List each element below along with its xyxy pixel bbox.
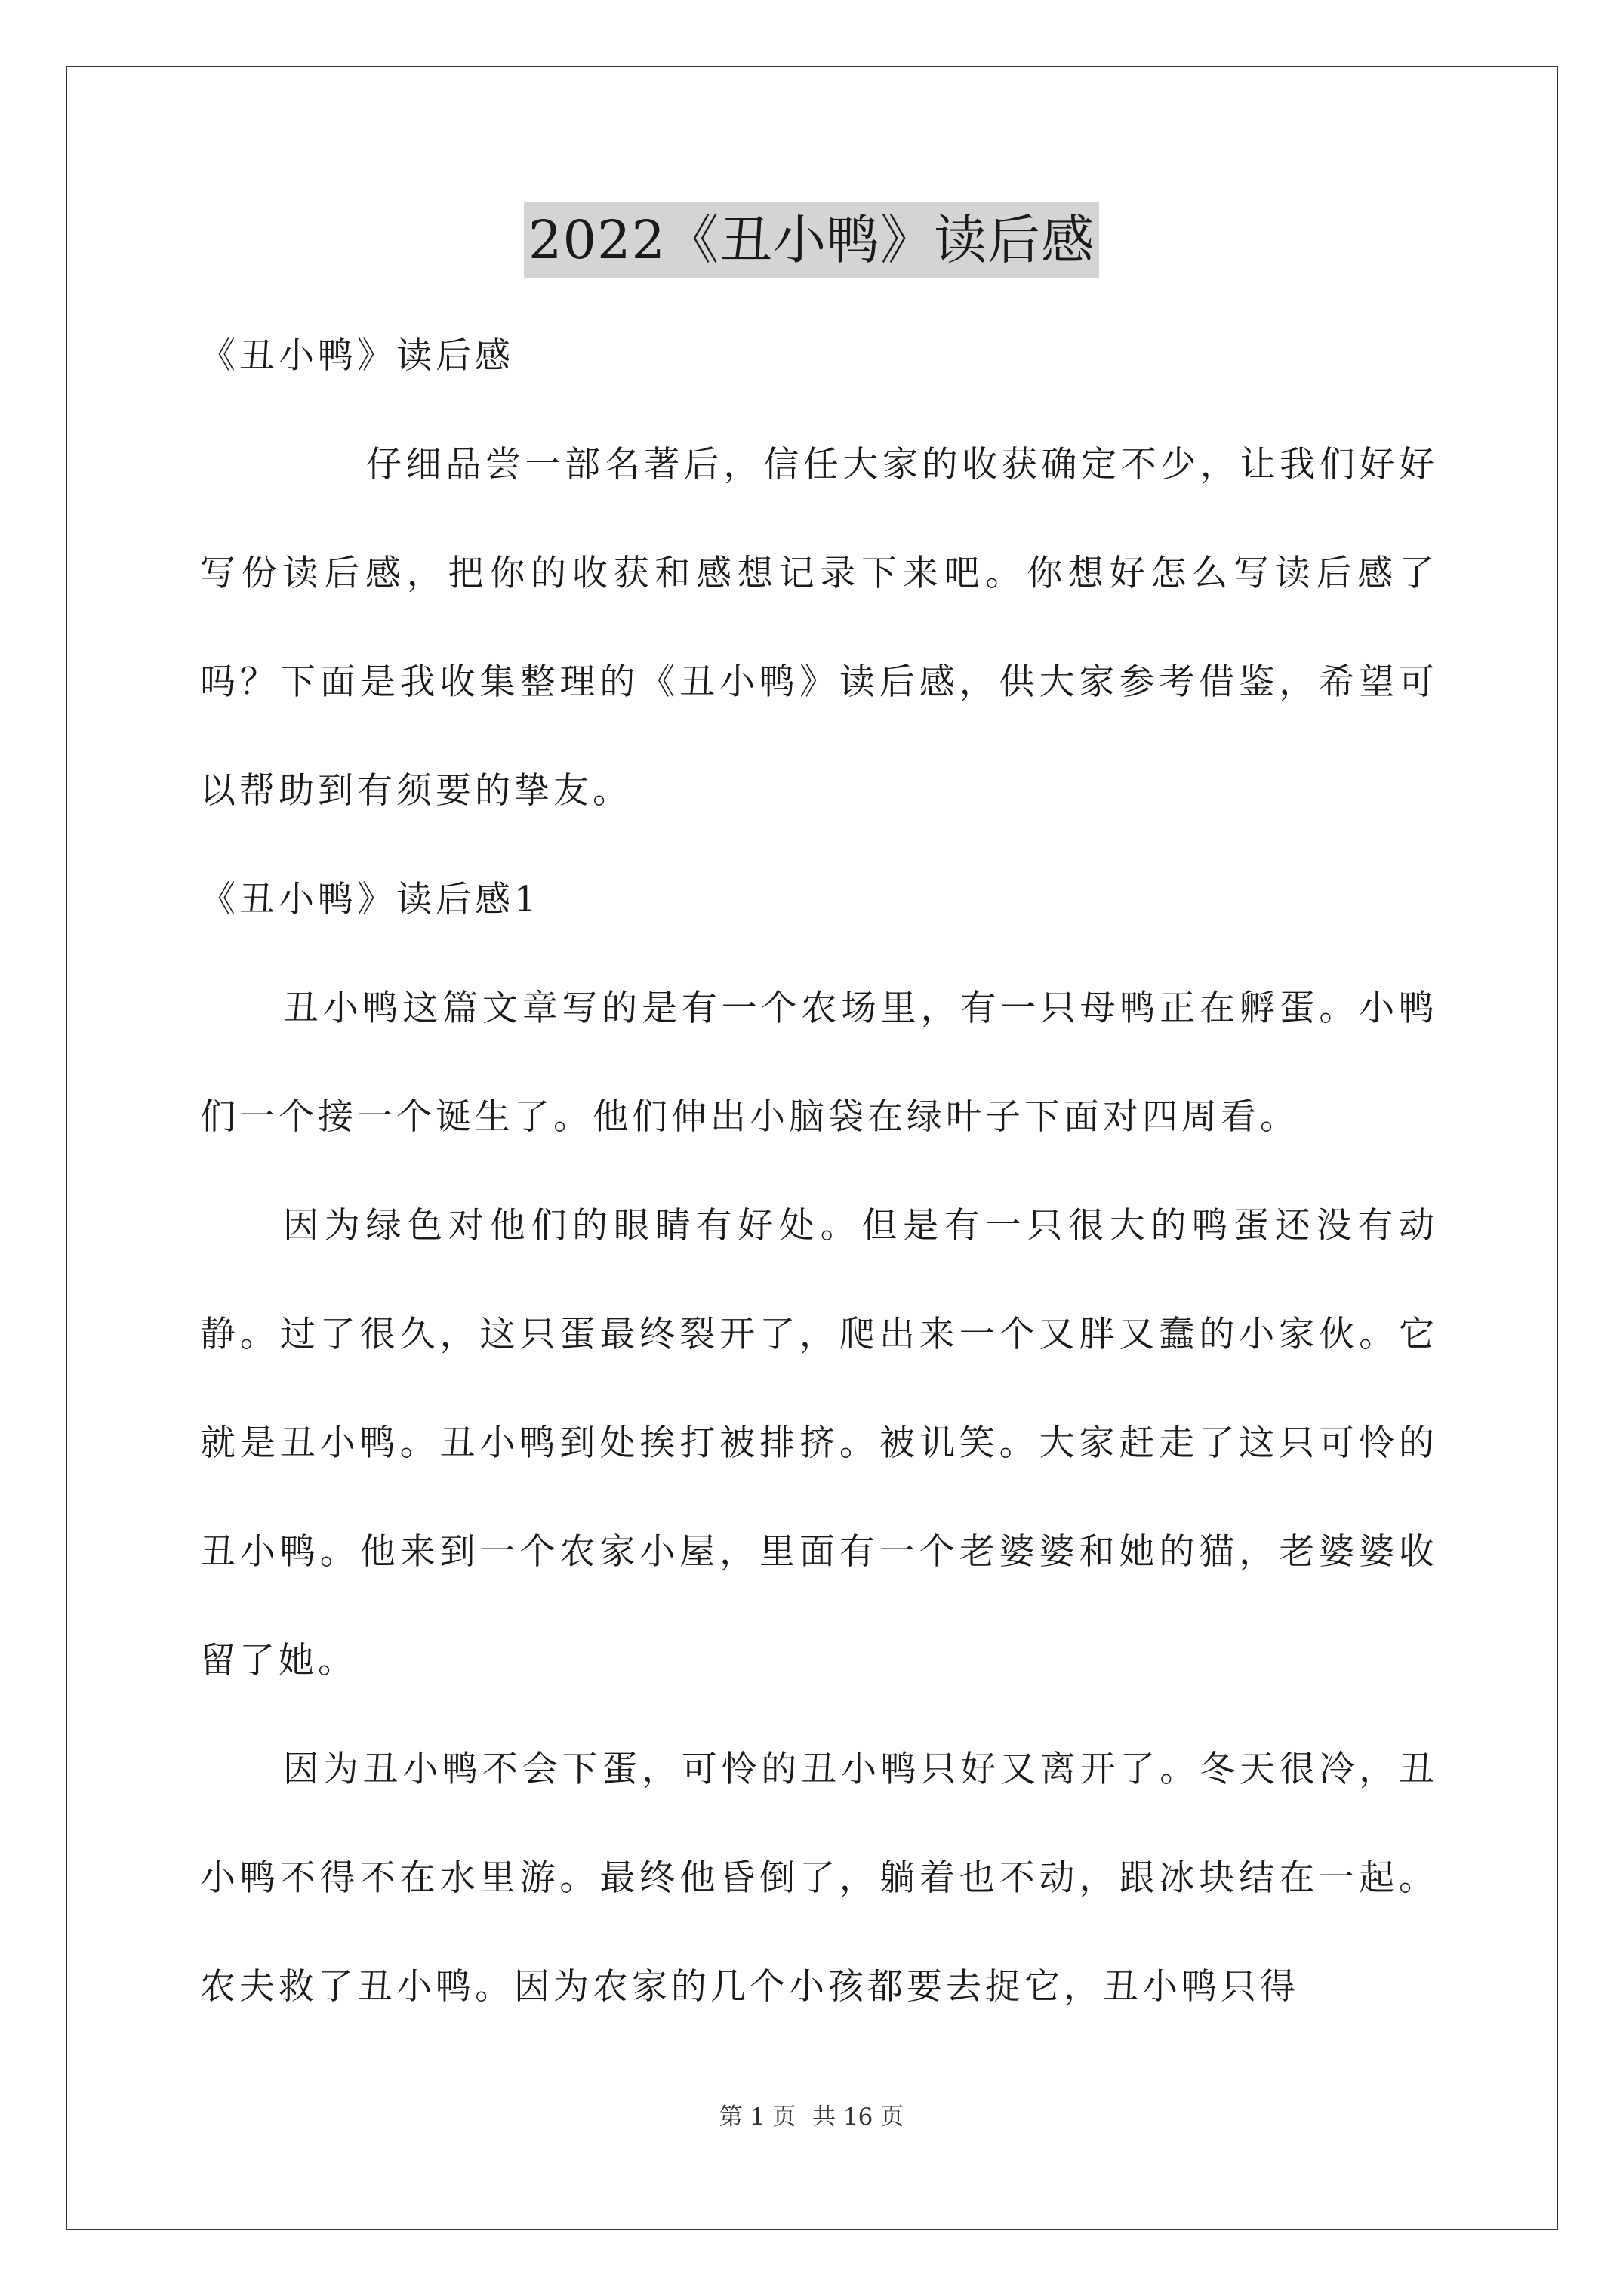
body-paragraph: 因为丑小鸭不会下蛋，可怜的丑小鸭只好又离开了。冬天很冷，丑小鸭不得不在水里游。最终他昏倒了，躺着也不动，跟冰块结在一起。农夫救了丑小鸭。因为农家的几个小孩都要去捉它，丑小鸭只得 [200, 1749, 1438, 2008]
body-paragraph: 因为绿色对他们的眼睛有好处。但是有一只很大的鸭蛋还没有动静。过了很久，这只蛋最终裂开了，爬出来一个又胖又蠢的小家伙。它就是丑小鸭。丑小鸭到处挨打被排挤。被讥笑。大家赶走了这只可怜的丑小鸭。他来到一个农家小屋，里面有一个老婆婆和她的猫，老婆婆收留了她。 [200, 1205, 1438, 1681]
intro-paragraph: 仔细品尝一部名著后，信任大家的收获确定不少，让我们好好写份读后感，把你的收获和感想记录下来吧。你想好怎么写读后感了吗？下面是我收集整理的《丑小鸭》读后感，供大家参考借鉴，希望可以帮助到有须要的挚友。 [200, 444, 1438, 812]
section-heading: 《丑小鸭》读后感1 [200, 879, 540, 920]
body-paragraph: 丑小鸭这篇文章写的是有一个农场里，有一只母鸭正在孵蛋。小鸭们一个接一个诞生了。他们伸出小脑袋在绿叶子下面对四周看。 [200, 988, 1438, 1138]
document-title: 2022《丑小鸭》读后感 [524, 202, 1099, 278]
document-body [200, 302, 1438, 2042]
page-total: 共 16 页 [812, 2103, 904, 2131]
page-footer [0, 2097, 1623, 2131]
section-heading: 《丑小鸭》读后感 [200, 335, 514, 377]
title-container [0, 202, 1623, 278]
page-number: 第 1 页 [719, 2103, 796, 2131]
